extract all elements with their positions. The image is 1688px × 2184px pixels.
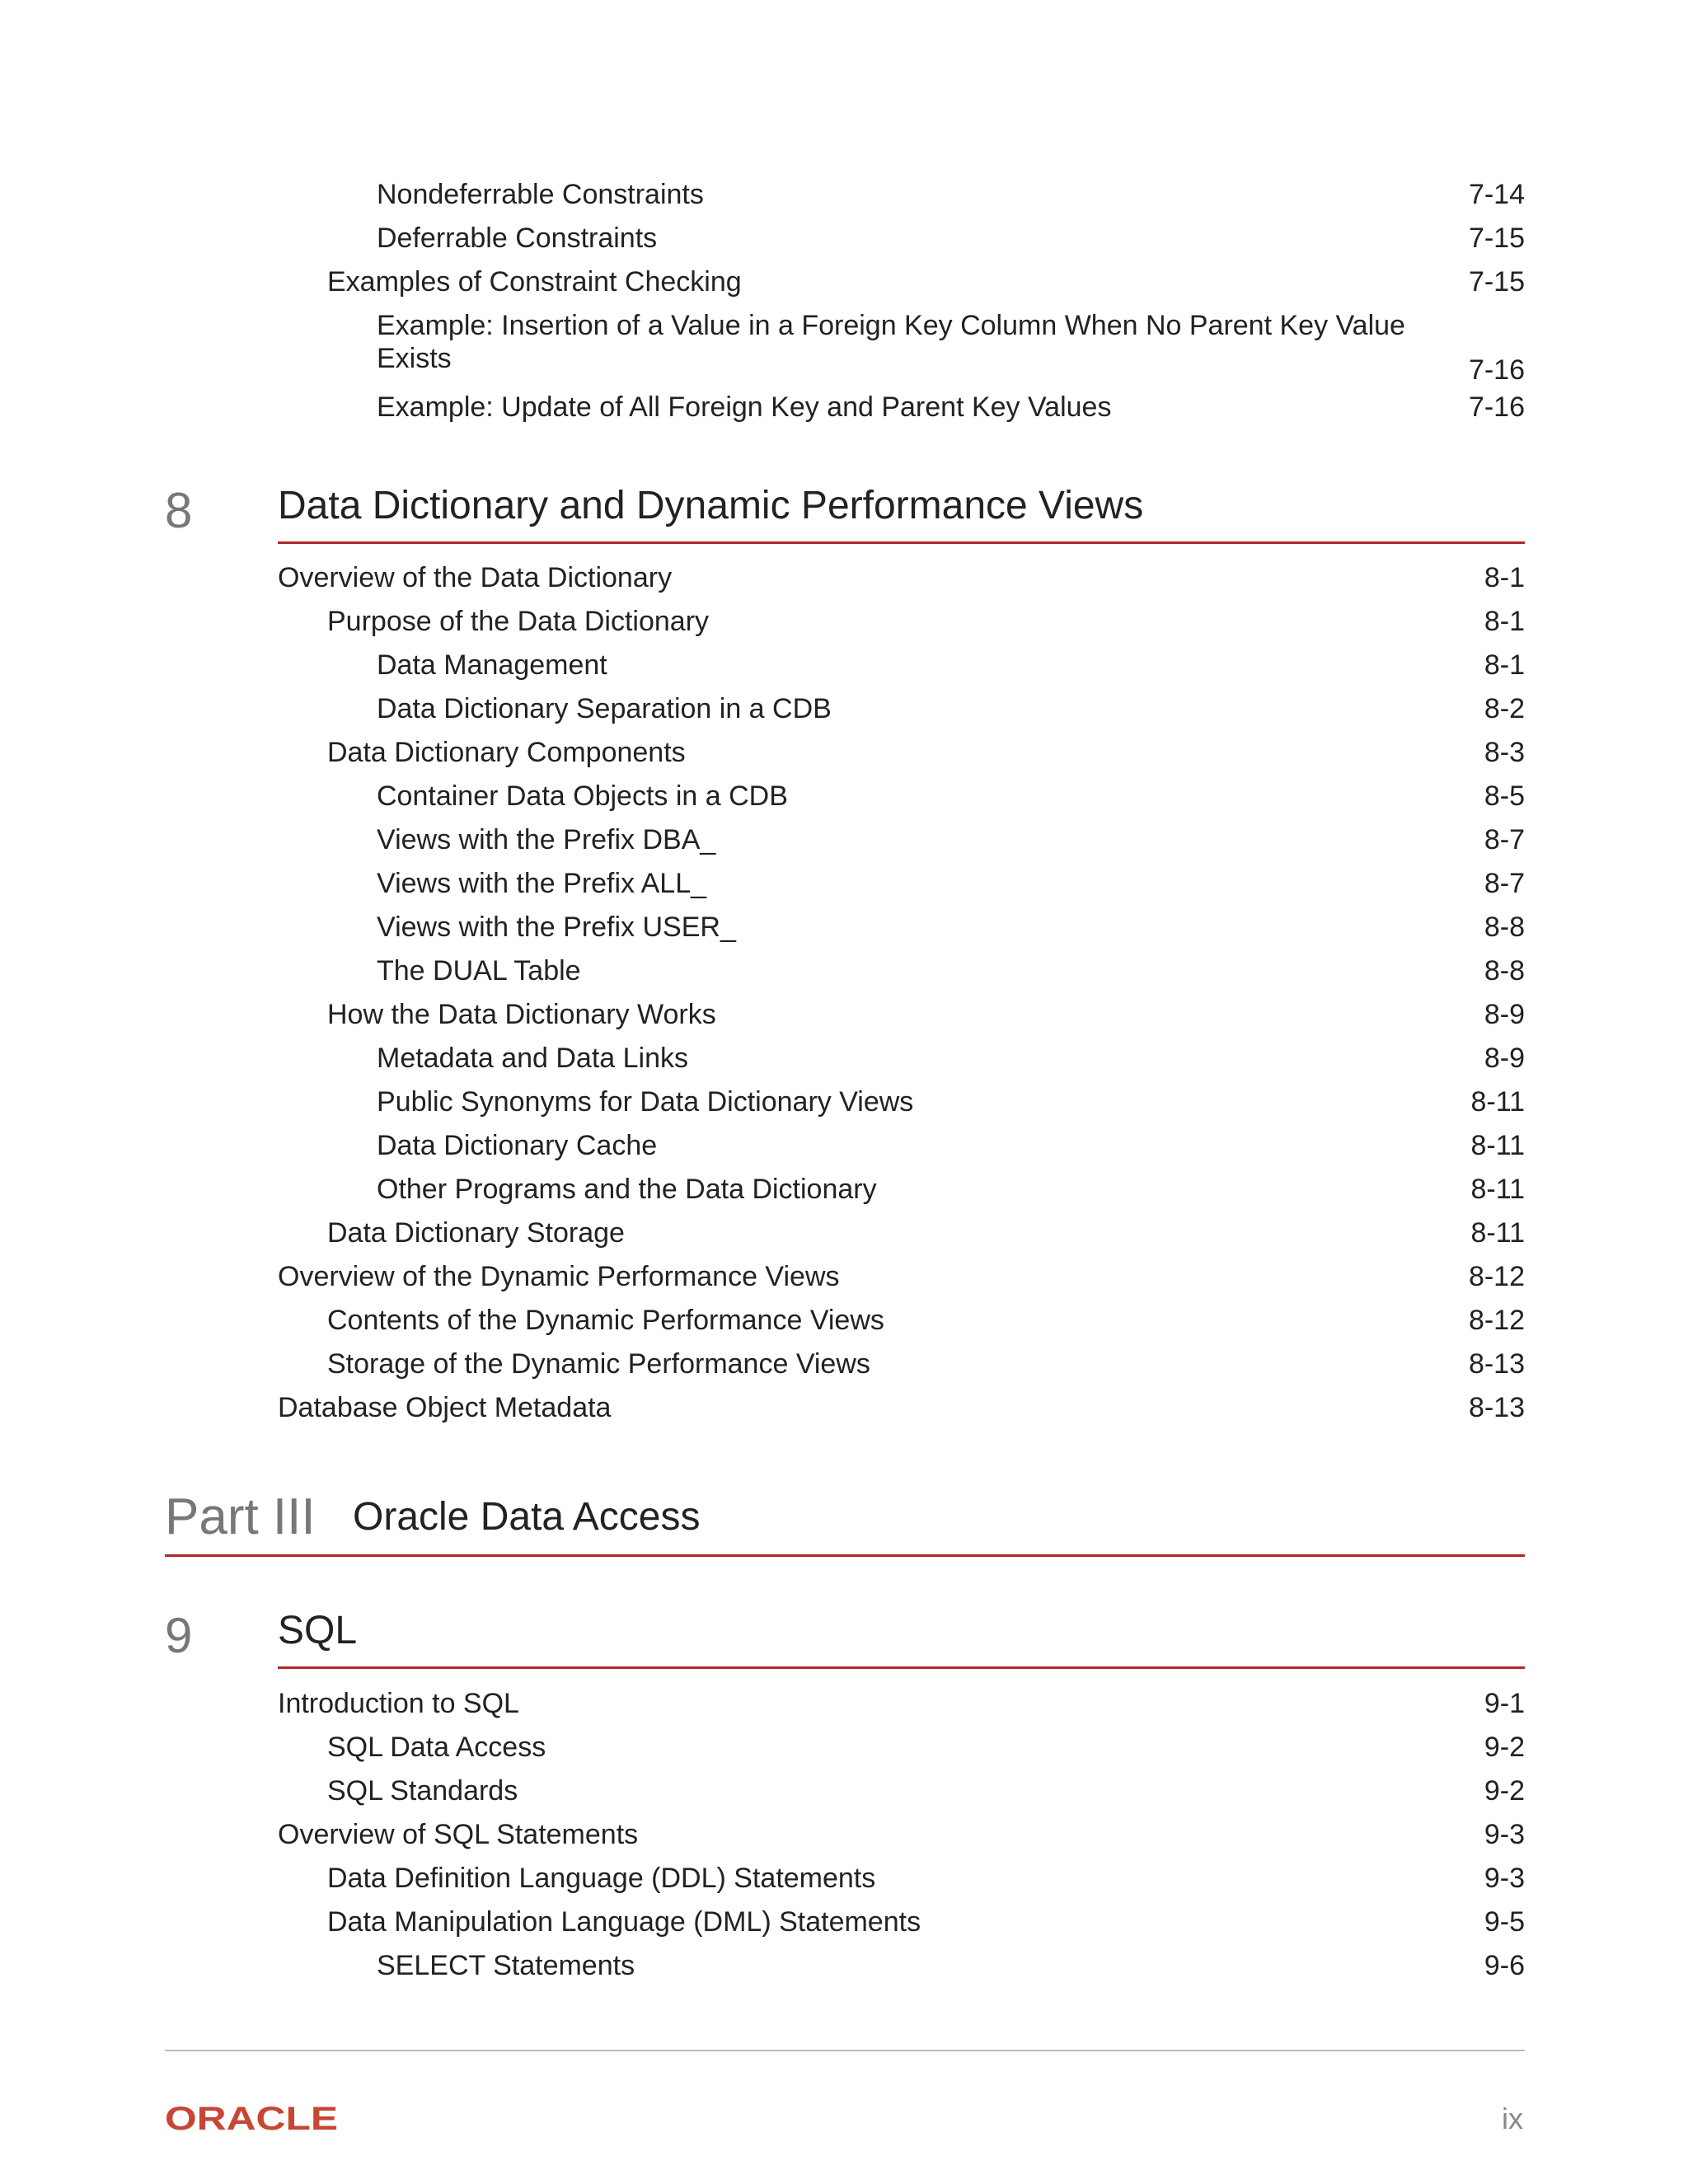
toc-entry-page: 8-11 [1470, 1217, 1525, 1249]
toc-entry-page: 9-2 [1484, 1732, 1525, 1763]
toc-entry-title: Overview of SQL Statements [278, 1819, 639, 1850]
toc-entry-title: Other Programs and the Data Dictionary [377, 1174, 877, 1205]
toc-entry-page: 8-3 [1484, 737, 1525, 768]
part-rule [165, 1554, 1525, 1557]
chapter-rule [278, 1666, 1525, 1669]
toc-entry[interactable] [0, 643, 1525, 687]
toc-entry-title: The DUAL Table [377, 955, 581, 987]
part-label: Part III [165, 1488, 316, 1545]
toc-entry-page: 8-12 [1468, 1261, 1525, 1292]
toc-entry[interactable] [0, 1812, 1525, 1857]
toc-entry-page: 9-1 [1484, 1688, 1525, 1719]
toc-entry-title: Container Data Objects in a CDB [377, 780, 788, 812]
toc-entry-title: Purpose of the Data Dictionary [327, 606, 710, 637]
toc-entry[interactable] [0, 861, 1525, 906]
toc-entry[interactable] [0, 949, 1525, 993]
toc-entry[interactable] [0, 1342, 1525, 1386]
toc-entry-title: Data Dictionary Components [327, 737, 686, 768]
toc-entry-page: 8-8 [1484, 912, 1525, 943]
toc-entry-page: 8-5 [1484, 780, 1525, 812]
toc-entry[interactable] [0, 1900, 1525, 1944]
toc-entry-page: 8-1 [1484, 606, 1525, 637]
toc-entry-title: Contents of the Dynamic Performance Views [327, 1305, 884, 1336]
toc-entry-title: SQL Standards [327, 1775, 518, 1807]
toc-entry-title: Data Manipulation Language (DML) Statements [327, 1906, 921, 1938]
toc-entry-title: Views with the Prefix USER_ [377, 912, 736, 943]
toc-entry-page: 8-11 [1470, 1086, 1525, 1118]
toc-entry-title: How the Data Dictionary Works [327, 999, 716, 1030]
toc-entry-title: Data Management [377, 649, 607, 681]
footer-rule [165, 2050, 1525, 2051]
toc-entry-title: Example: Update of All Foreign Key and Parent Key Values [377, 391, 1112, 423]
toc-entry-title: Example: Insertion of a Value in a Foreign Key Column When No Parent Key Value Exists [377, 310, 1405, 374]
toc-entry-page: 9-3 [1484, 1819, 1525, 1850]
chapter-title[interactable]: Data Dictionary and Dynamic Performance Views [278, 484, 1144, 527]
toc-entry-page: 9-2 [1484, 1775, 1525, 1807]
toc-entry[interactable] [0, 1123, 1525, 1168]
toc-entry[interactable] [0, 730, 1525, 775]
toc-entry[interactable] [0, 774, 1525, 818]
chapter-rule [278, 541, 1525, 544]
chapter-number: 8 [165, 483, 193, 538]
oracle-logo [165, 2102, 346, 2135]
toc-entry-title: Views with the Prefix DBA_ [377, 824, 716, 855]
toc-entry[interactable] [0, 555, 1525, 600]
toc-entry-title: Views with the Prefix ALL_ [377, 868, 707, 899]
toc-entry-page: 7-15 [1468, 223, 1525, 254]
toc-entry[interactable] [0, 1385, 1525, 1430]
toc-entry[interactable] [0, 1080, 1525, 1124]
toc-entry[interactable] [0, 1211, 1525, 1255]
toc-entry-title: SELECT Statements [377, 1950, 635, 1981]
toc-entry-title: Data Dictionary Cache [377, 1130, 658, 1161]
toc-entry-page: 8-13 [1468, 1348, 1525, 1380]
toc-entry-title: Database Object Metadata [278, 1392, 612, 1423]
toc-entry-page: 9-5 [1484, 1906, 1525, 1938]
toc-entry-page: 8-1 [1484, 562, 1525, 593]
toc-entry-page: 7-14 [1468, 179, 1525, 210]
part-title[interactable]: Oracle Data Access [353, 1495, 701, 1539]
toc-entry[interactable] [0, 303, 1525, 392]
toc-entry-page: 8-8 [1484, 955, 1525, 987]
toc-entry[interactable] [0, 992, 1525, 1037]
toc-entry[interactable] [0, 1769, 1525, 1813]
toc-entry-page: 8-1 [1484, 649, 1525, 681]
toc-entry-page: 8-7 [1484, 868, 1525, 899]
toc-entry-title: Metadata and Data Links [377, 1043, 689, 1074]
toc-entry[interactable] [0, 1856, 1525, 1900]
toc-entry-page: 8-9 [1484, 999, 1525, 1030]
toc-entry[interactable] [0, 1254, 1525, 1299]
oracle-logo-text: ORACLE [165, 2102, 338, 2135]
toc-entry-title: Data Definition Language (DDL) Statements [327, 1863, 876, 1894]
page-number: ix [1502, 2102, 1523, 2135]
toc-entry-page: 9-3 [1484, 1863, 1525, 1894]
toc-entry-page: 8-2 [1484, 693, 1525, 724]
toc-entry-title: Storage of the Dynamic Performance Views [327, 1348, 870, 1380]
toc-entry-title: Overview of the Dynamic Performance Views [278, 1261, 840, 1292]
toc-entry-title: SQL Data Access [327, 1732, 546, 1763]
toc-entry-title: Deferrable Constraints [377, 223, 658, 254]
toc-entry[interactable] [0, 1167, 1525, 1212]
toc-entry-page: 8-9 [1484, 1043, 1525, 1074]
toc-entry-page: 8-13 [1468, 1392, 1525, 1423]
toc-entry[interactable] [0, 599, 1525, 644]
toc-entry-page: 7-16 [1468, 391, 1525, 423]
toc-entry[interactable] [0, 818, 1525, 862]
toc-entry-title: Data Dictionary Separation in a CDB [377, 693, 832, 724]
toc-entry-title: Introduction to SQL [278, 1688, 519, 1719]
toc-entry-page: 8-7 [1484, 824, 1525, 855]
toc-entry-page: 8-11 [1470, 1130, 1525, 1161]
toc-entry-title: Examples of Constraint Checking [327, 266, 742, 298]
toc-entry[interactable] [0, 905, 1525, 949]
toc-entry-page: 8-12 [1468, 1305, 1525, 1336]
toc-entry-page: 7-16 [1468, 354, 1525, 386]
toc-entry[interactable] [0, 1036, 1525, 1080]
toc-entry[interactable] [0, 1298, 1525, 1343]
toc-entry[interactable] [0, 1725, 1525, 1769]
toc-entry-title: Public Synonyms for Data Dictionary Views [377, 1086, 914, 1118]
toc-entry-title: Data Dictionary Storage [327, 1217, 625, 1249]
toc-entry[interactable] [0, 172, 1525, 217]
chapter-number: 9 [165, 1608, 193, 1663]
toc-entry[interactable] [0, 260, 1525, 304]
chapter-title[interactable]: SQL [278, 1609, 358, 1652]
toc-entry-page: 9-6 [1484, 1950, 1525, 1981]
toc-entry-title: Nondeferrable Constraints [377, 179, 704, 210]
toc-entry[interactable] [0, 385, 1525, 429]
toc-entry-page: 7-15 [1468, 266, 1525, 298]
toc-entry[interactable] [0, 216, 1525, 260]
toc-entry-title: Overview of the Data Dictionary [278, 562, 673, 593]
toc-entry[interactable] [0, 1943, 1525, 1988]
toc-entry[interactable] [0, 1681, 1525, 1726]
toc-entry[interactable] [0, 687, 1525, 731]
toc-entry-page: 8-11 [1470, 1174, 1525, 1205]
